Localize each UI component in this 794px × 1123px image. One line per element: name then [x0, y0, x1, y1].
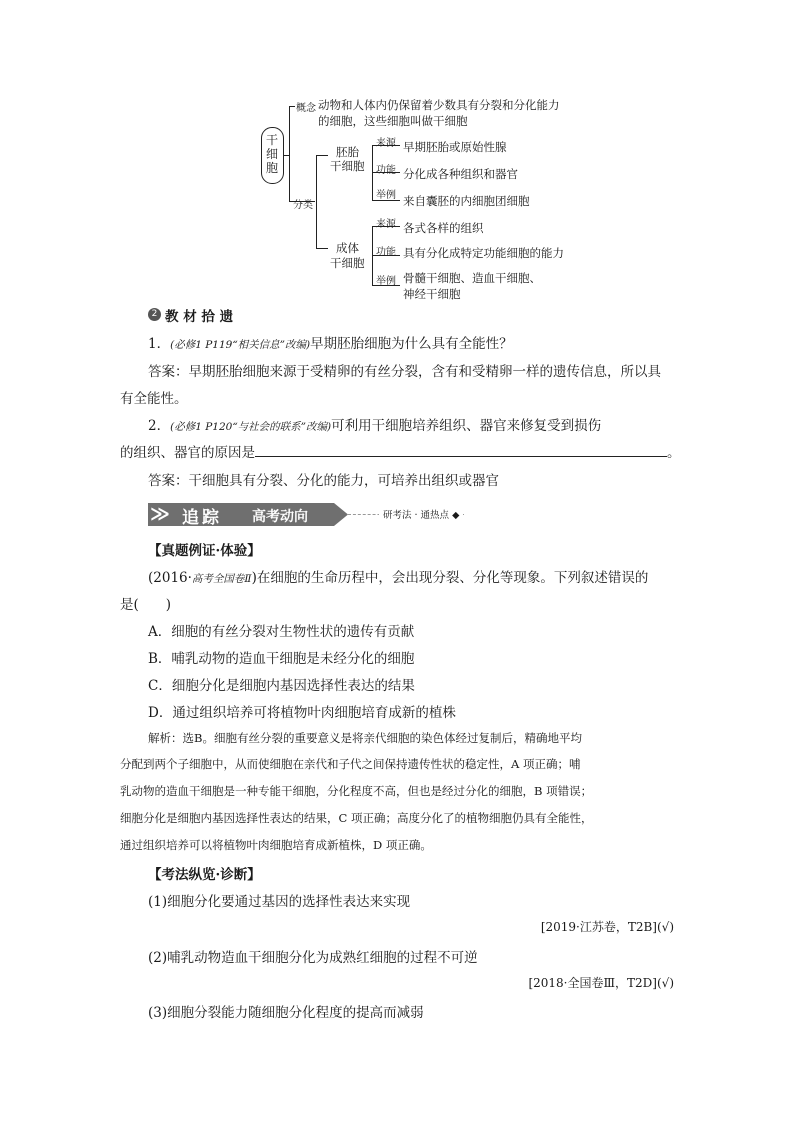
- section-exam-overview: 【考法纵览·诊断】: [148, 867, 261, 883]
- question-stem-line2: 是( ): [120, 597, 172, 613]
- adult-source: 各式各样的组织: [403, 221, 484, 235]
- analysis-line3: 乳动物的造血干细胞是一种专能干细胞，分化程度不高，但也是经过分化的细胞，B 项错误；: [120, 784, 593, 798]
- section-banner: [148, 502, 464, 528]
- embryonic-line2: 干细胞: [330, 159, 365, 173]
- answer-blank[interactable]: [255, 444, 667, 457]
- adult-example-label: 举例: [376, 276, 396, 287]
- adult-example-line2: 神经干细胞: [403, 287, 461, 301]
- adult-function: 具有分化成特定功能细胞的能力: [403, 246, 564, 260]
- question-1: 1．(必修1 P119“相关信息”改编)早期胚胎细胞为什么具有全能性？: [148, 336, 513, 352]
- classify-bracket: [316, 155, 317, 248]
- diagnosis-item-2: (2)哺乳动物造血干细胞分化为成熟红细胞的过程不可逆: [148, 950, 478, 966]
- banner-title: 追踪: [182, 508, 222, 528]
- answer-1-line2: 有全能性。: [120, 391, 188, 407]
- analysis-line4: 细胞分化是细胞内基因选择性表达的结果，C 项正确；高度分化了的植物细胞仍具有全能性，: [120, 811, 593, 825]
- section-number-badge: 2: [148, 308, 161, 321]
- adult-source-label: 来源: [376, 219, 396, 230]
- section-real-exam: 【真题例证·体验】: [148, 543, 261, 559]
- root-node-label: 干细胞: [265, 133, 278, 175]
- option-b[interactable]: B．哺乳动物的造血干细胞是未经分化的细胞: [148, 651, 415, 667]
- classify-label: 分类: [293, 200, 313, 211]
- emb-example: 来自囊胚的内细胞团细胞: [403, 194, 530, 208]
- double-chevron-icon: ≫: [150, 503, 166, 525]
- diagnosis-item-1-source: [2019·江苏卷，T2B](√): [540, 920, 674, 934]
- analysis-line1: 解析：选B。细胞有丝分裂的重要意义是将亲代细胞的染色体经过复制后，精确地平均: [148, 731, 582, 745]
- emb-source: 早期胚胎或原始性腺: [403, 140, 507, 154]
- embryonic-branch: [316, 155, 328, 156]
- option-a[interactable]: A．细胞的有丝分裂对生物性状的遗传有贡献: [148, 624, 415, 640]
- emb-function-label: 功能: [376, 165, 396, 176]
- concept-label: 概念: [296, 103, 316, 114]
- option-c[interactable]: C．细胞分化是细胞内基因选择性表达的结果: [148, 678, 415, 694]
- banner-subtitle: 高考动向: [252, 509, 308, 525]
- emb-function: 分化成各种组织和器官: [403, 167, 518, 181]
- concept-text-line1: 动物和人体内仍保留着少数具有分裂和分化能力: [318, 98, 560, 112]
- diagnosis-item-2-source: [2018·全国卷Ⅲ，T2D](√): [528, 976, 674, 990]
- analysis-line5: 通过组织培养可以将植物叶肉细胞培育成新植株，D 项正确。: [120, 838, 432, 852]
- root-bracket: [289, 106, 290, 202]
- emb-source-label: 来源: [376, 138, 396, 149]
- concept-branch: [289, 106, 295, 107]
- option-d[interactable]: D．通过组织培养可将植物叶肉细胞培育成新的植株: [148, 705, 456, 721]
- answer-2: 答案：干细胞具有分裂、分化的能力，可培养出组织或器官: [148, 473, 499, 489]
- adult-function-label: 功能: [376, 247, 396, 258]
- adult-line2: 干细胞: [330, 256, 365, 270]
- adult-line1: 成体: [336, 241, 359, 255]
- emb-example-label: 举例: [376, 190, 396, 201]
- question-2: 2．(必修1 P120“与社会的联系”改编)可利用干细胞培养组织、器官来修复受到损伤: [148, 418, 602, 434]
- question-stem-line1: (2016·高考全国卷Ⅱ)在细胞的生命历程中，会出现分裂、分化等现象。下列叙述错误的: [148, 570, 649, 586]
- banner-background: [148, 503, 348, 526]
- adult-branch: [316, 248, 328, 249]
- answer-1-line1: 答案：早期胚胎细胞来源于受精卵的有丝分裂，含有和受精卵一样的遗传信息，所以具: [148, 364, 661, 380]
- adult-bracket: [372, 226, 373, 286]
- embryonic-line1: 胚胎: [336, 145, 359, 159]
- textbook-heading: 教 材 拾 遗: [165, 309, 234, 325]
- concept-text-line2: 的细胞，这些细胞叫做干细胞: [318, 114, 468, 128]
- question-2-line2: 的组织、器官的原因是 。: [120, 445, 681, 461]
- diagnosis-item-3: (3)细胞分裂能力随细胞分化程度的提高而减弱: [148, 1005, 424, 1021]
- adult-example-line1: 骨髓干细胞、造血干细胞、: [403, 271, 541, 285]
- banner-tag: 研考法 · 通热点 ◆: [379, 507, 463, 521]
- diagnosis-item-1: (1)细胞分化要通过基因的选择性表达来实现: [148, 894, 411, 910]
- analysis-line2: 分配到两个子细胞中，从而使细胞在亲代和子代之间保持遗传性状的稳定性，A 项正确；哺: [120, 757, 581, 771]
